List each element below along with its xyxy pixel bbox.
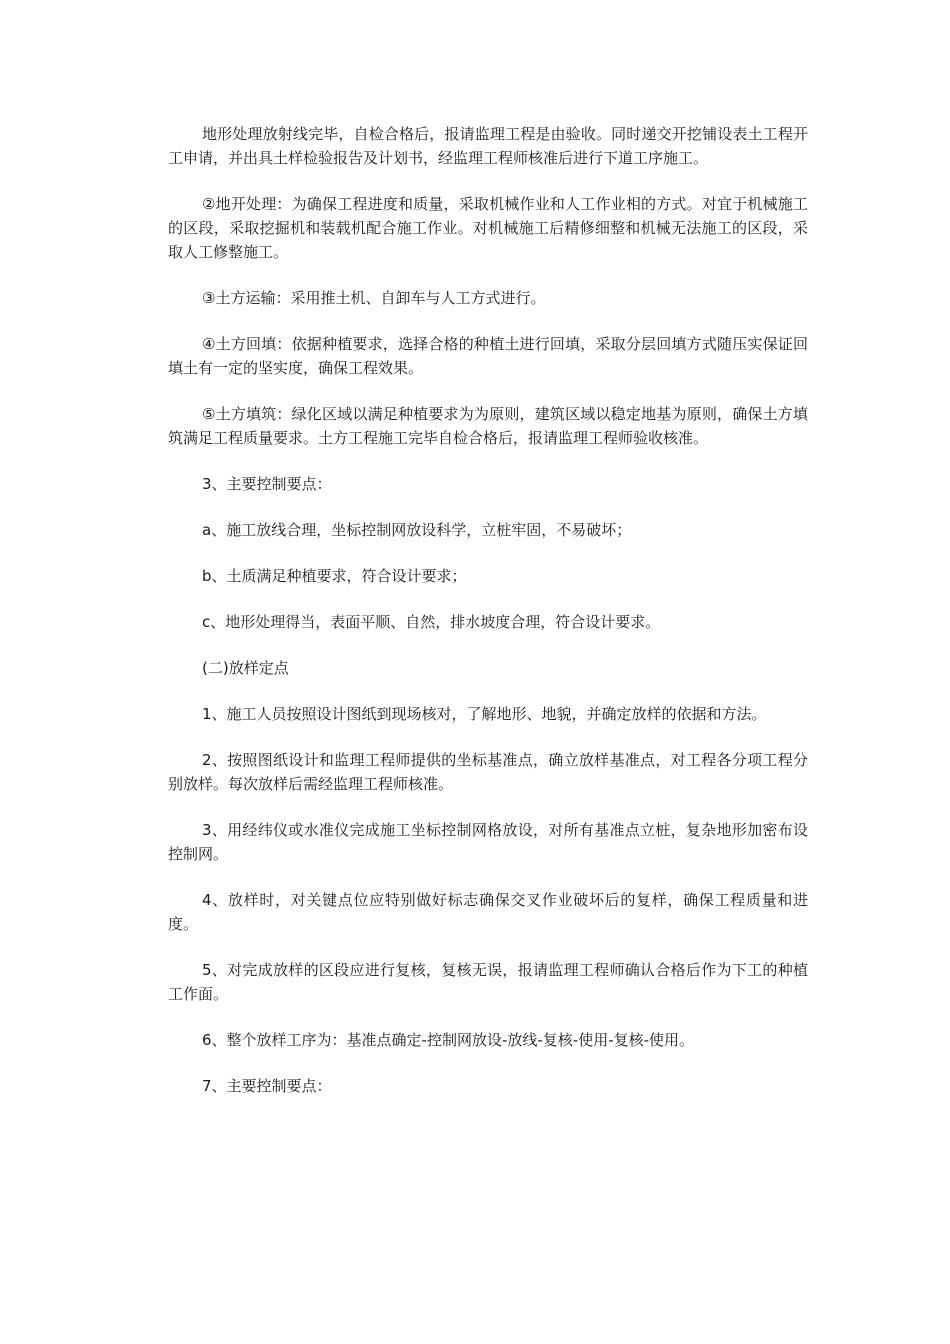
heading-control-points-3: 3、主要控制要点：	[202, 475, 332, 493]
list-item-c: c、地形处理得当，表面平顺、自然，排水坡度合理，符合设计要求。	[202, 613, 661, 631]
paragraph-earth-backfill: ④土方回填：依据种植要求，选择合格的种植土进行回填，采取分层回填方式随压实保证回填土有一定的坚实度，确保工程效果。	[168, 335, 808, 377]
paragraph-surface-treatment-completion: 地形处理放射线完毕，自检合格后，报请监理工程是由验收。同时递交开挖铺设表土工程开工申请，并出具土样检验报告及计划书，经监理工程师核准后进行下道工序施工。	[168, 125, 808, 167]
staking-step-5: 5、对完成放样的区段应进行复核，复核无误，报请监理工程师确认合格后作为下工的种植工作面。	[168, 961, 808, 1003]
staking-step-3: 3、用经纬仪或水准仪完成施工坐标控制网格放设，对所有基准点立桩，复杂地形加密布设控制网。	[168, 821, 808, 863]
list-item-b: b、土质满足种植要求，符合设计要求；	[202, 567, 467, 585]
paragraph-earth-transport: ③土方运输：采用推土机、自卸车与人工方式进行。	[202, 289, 546, 307]
section-heading-staking: (二)放样定点	[202, 659, 289, 677]
list-item-a: a、施工放线合理，坐标控制网放设科学，立桩牢固，不易破坏；	[202, 521, 632, 539]
staking-step-6: 6、整个放样工序为：基准点确定-控制网放设-放线-复核-使用-复核-使用。	[202, 1031, 695, 1049]
heading-control-points-7: 7、主要控制要点：	[202, 1077, 332, 1095]
staking-step-1: 1、施工人员按照设计图纸到现场核对，了解地形、地貌，并确定放样的依据和方法。	[202, 705, 767, 723]
document-body	[168, 122, 808, 1120]
paragraph-earth-processing: ②地开处理：为确保工程进度和质量，采取机械作业和人工作业相的方式。对宜于机械施工的区段，采取挖掘机和装载机配合施工作业。对机械施工后精修细整和机械无法施工的区段，采取人工修整施工。	[168, 195, 808, 261]
paragraph-earth-fill: ⑤土方填筑：绿化区域以满足种植要求为为原则，建筑区域以稳定地基为原则，确保土方填筑满足工程质量要求。土方工程施工完毕自检合格后，报请监理工程师验收核准。	[168, 405, 808, 447]
staking-step-2: 2、按照图纸设计和监理工程师提供的坐标基准点，确立放样基准点，对工程各分项工程分别放样。每次放样后需经监理工程师核准。	[168, 751, 808, 793]
staking-step-4: 4、放样时，对关键点位应特别做好标志确保交叉作业破坏后的复样，确保工程质量和进度。	[168, 891, 808, 933]
